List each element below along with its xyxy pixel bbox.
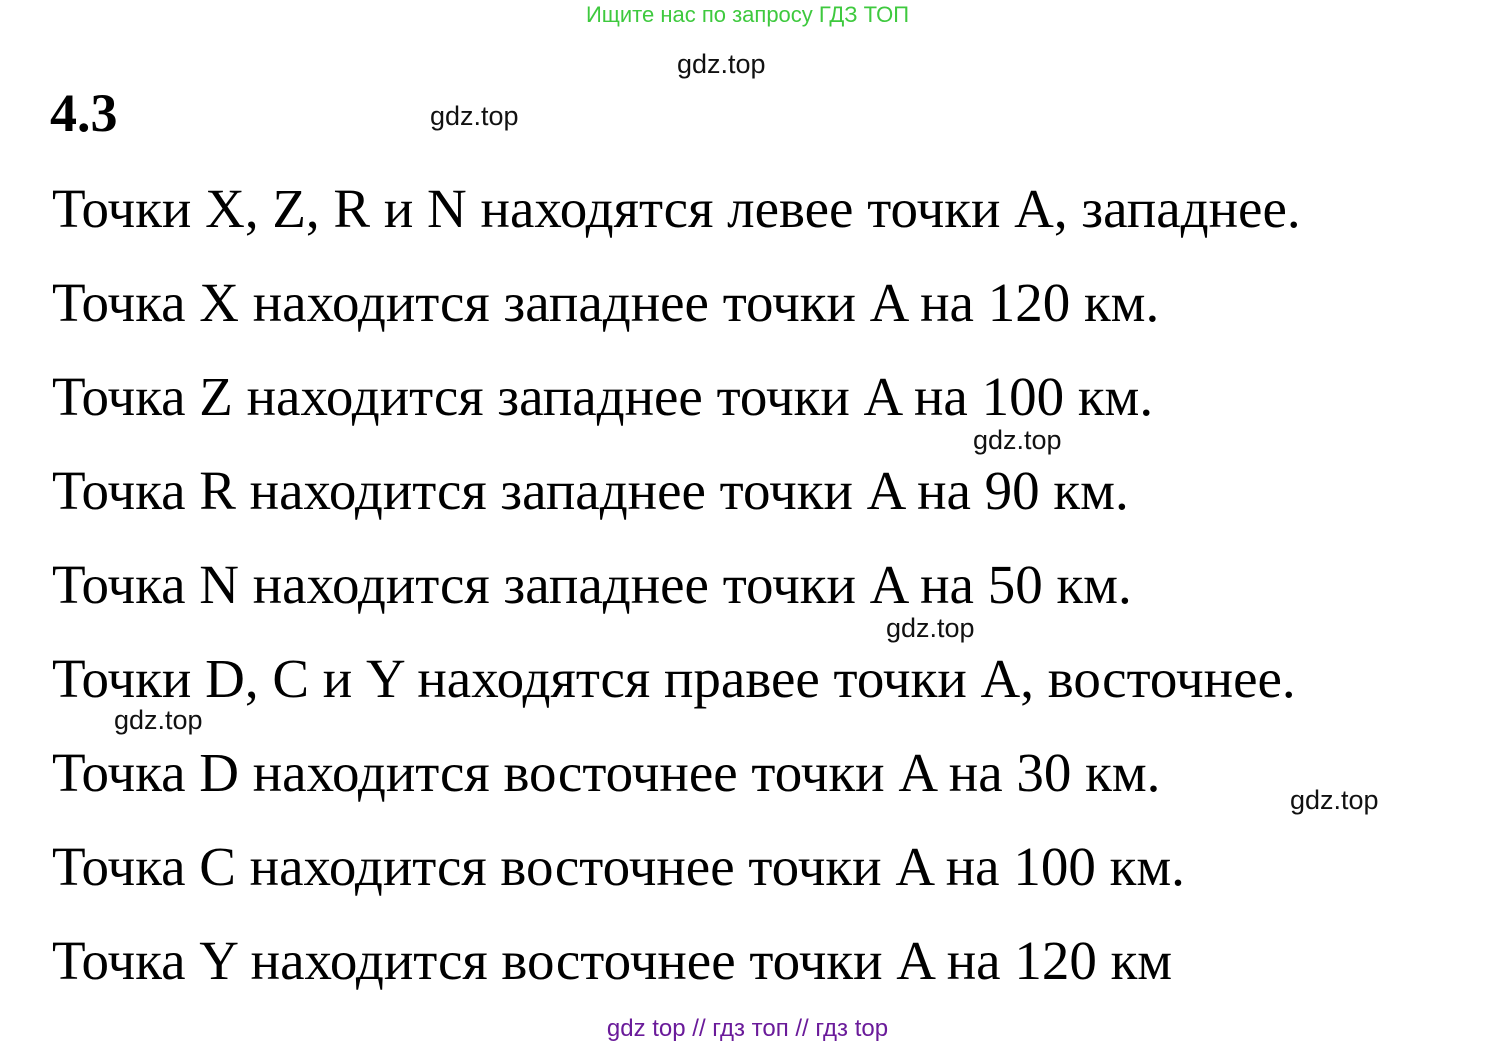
watermark: gdz.top <box>1290 785 1379 815</box>
watermark: gdz.top <box>430 101 519 131</box>
solution-line: Точка Z находится западнее точки A на 100 км. <box>52 366 1154 427</box>
watermark: gdz.top <box>114 705 203 735</box>
solution-line: Точка C находится восточнее точки A на 100 км. <box>52 836 1185 897</box>
solution-line: Точки X, Z, R и N находятся левее точки A, западнее. <box>52 178 1301 239</box>
solution-line: Точки D, C и Y находятся правее точки A, восточнее. <box>52 648 1296 709</box>
solution-line: Точка Y находится восточнее точки A на 120 км <box>52 930 1173 991</box>
solution-line: Точка X находится западнее точки A на 120 км. <box>52 272 1160 333</box>
footer-watermark: gdz top // гдз топ // гдз top <box>606 1015 889 1042</box>
watermark: gdz.top <box>973 425 1062 455</box>
problem-number: 4.3 <box>50 83 118 143</box>
watermark: gdz.top <box>677 49 766 79</box>
watermark: gdz.top <box>886 613 975 643</box>
solution-line: Точка D находится восточнее точки A на 30 км. <box>52 742 1161 803</box>
solution-line: Точка N находится западнее точки A на 50 км. <box>52 554 1132 615</box>
solution-line: Точка R находится западнее точки A на 90 км. <box>52 460 1129 521</box>
top-banner: Ищите нас по запросу ГДЗ ТОП <box>585 2 910 27</box>
